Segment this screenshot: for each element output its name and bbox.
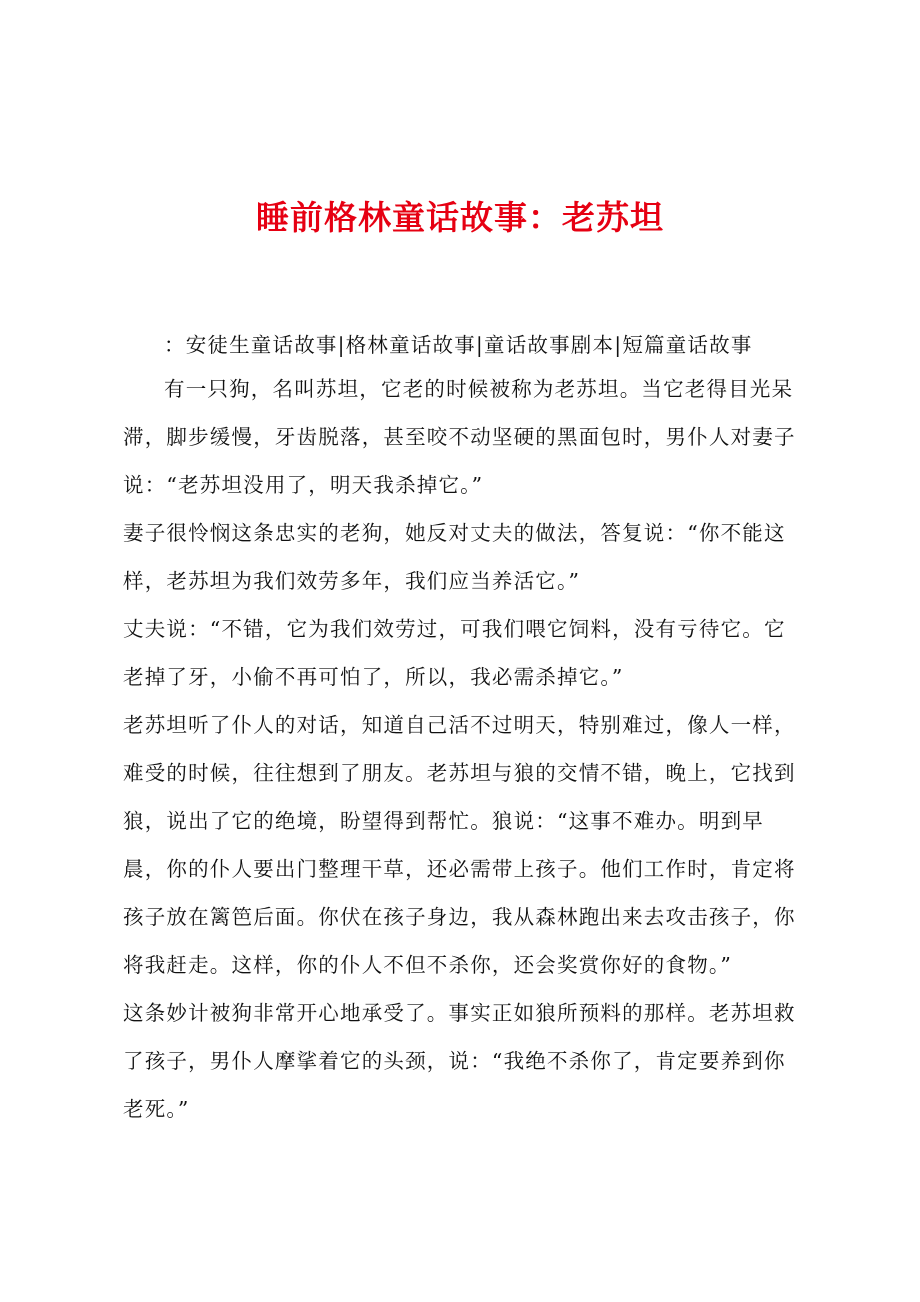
document-body bbox=[123, 327, 798, 1133]
paragraph-2: 妻子很怜悯这条忠实的老狗，她反对丈夫的做法，答复说：“你不能这样，老苏坦为我们效劳多年，我们应当养活它。” bbox=[123, 521, 786, 593]
document-title: 睡前格林童话故事：老苏坦 bbox=[256, 198, 664, 237]
tags-line: ：安徒生童话故事|格林童话故事|童话故事剧本|短篇童话故事 bbox=[164, 333, 753, 357]
paragraph-5: 这条妙计被狗非常开心地承受了。事实正如狼所预料的那样。老苏坦救了孩子，男仆人摩挲着它的头颈，说：“我绝不杀你了，肯定要养到你老死。” bbox=[123, 1001, 796, 1121]
paragraph-1: 有一只狗，名叫苏坦，它老的时候被称为老苏坦。当它老得目光呆滞，脚步缓慢，牙齿脱落，甚至咬不动坚硬的黑面包时，男仆人对妻子说：“老苏坦没用了，明天我杀掉它。” bbox=[123, 377, 796, 497]
paragraph-3: 丈夫说：“不错，它为我们效劳过，可我们喂它饲料，没有亏待它。它老掉了牙，小偷不再可怕了，所以，我必需杀掉它。” bbox=[123, 617, 786, 689]
paragraph-4: 老苏坦听了仆人的对话，知道自己活不过明天，特别难过，像人一样，难受的时候，往往想到了朋友。老苏坦与狼的交情不错，晚上，它找到狼，说出了它的绝境，盼望得到帮忙。狼说：“这事不难办。明到早晨，你的仆人要出门整理干草，还必需带上孩子。他们工作时，肯定将孩子放在篱笆后面。你伏在孩子身边，我从森林跑出来去攻击孩子，你将我赶走。这样，你的仆人不但不杀你，还会奖赏你好的食物。” bbox=[123, 713, 796, 977]
